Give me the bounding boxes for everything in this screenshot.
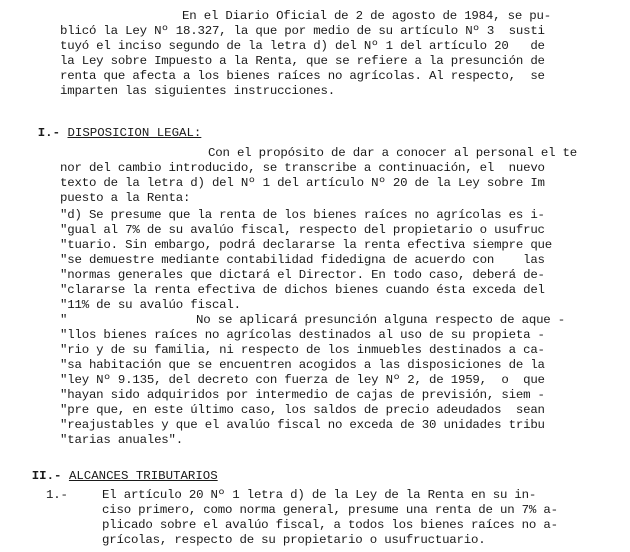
quote-line: "sa habitación que se encuentren acogidos a las disposiciones de la bbox=[60, 358, 545, 372]
quote-line: "reajustables y que el avalúo fiscal no exceda de 30 unidades tribu bbox=[60, 418, 545, 432]
item-line: ciso primero, como norma general, presume una renta de un 7% a- bbox=[102, 503, 558, 517]
quote-line: "gual al 7% de su avalúo fiscal, respecto del propietario o usufruc bbox=[60, 223, 545, 237]
intro-line: imparten las siguientes instrucciones. bbox=[60, 84, 335, 98]
intro-line: blicó la Ley Nº 18.327, la que por medio de su artículo Nº 3 susti bbox=[60, 24, 545, 38]
quote-line: "ley Nº 9.135, del decreto con fuerza de ley Nº 2, de 1959, o que bbox=[60, 373, 545, 387]
section-number: I.- bbox=[37, 126, 61, 140]
item-line: El artículo 20 Nº 1 letra d) de la Ley de la Renta en su in- bbox=[102, 488, 537, 502]
quote-line: "d) Se presume que la renta de los bienes raíces no agrícolas es i- bbox=[60, 208, 545, 222]
quote-line: "pre que, en este último caso, los saldos de precio adeudados sean bbox=[60, 403, 545, 417]
quote-line: "tuario. Sin embargo, podrá declararse la renta efectiva siempre que bbox=[60, 238, 553, 252]
section-title: DISPOSICION LEGAL: bbox=[67, 126, 202, 140]
quote-line: "clararse la renta efectiva de dichos bienes cuando ésta exceda del bbox=[60, 283, 545, 297]
paragraph-line: Con el propósito de dar a conocer al personal el te bbox=[208, 146, 578, 160]
quote-line: "hayan sido adquiridos por intermedio de cajas de previsión, siem - bbox=[60, 388, 545, 402]
quote-line: "tarias anuales". bbox=[60, 433, 184, 447]
quote-line: No se aplicará presunción alguna respecto de aque - bbox=[196, 313, 566, 327]
section-title: ALCANCES TRIBUTARIOS bbox=[68, 469, 218, 483]
quote-line: "se demuestre mediante contabilidad fidedigna de acuerdo con las bbox=[60, 253, 545, 267]
quote-mark: " bbox=[60, 313, 68, 327]
paragraph-line: nor del cambio introducido, se transcribe a continuación, el nuevo bbox=[60, 161, 545, 175]
section-heading bbox=[8, 111, 201, 156]
paragraph-line: puesto a la Renta: bbox=[60, 191, 191, 205]
item-line: grícolas, respecto de su propietario o usufructuario. bbox=[102, 533, 486, 547]
paragraph-line: texto de la letra d) del Nº 1 del artículo Nº 20 de la Ley sobre Im bbox=[60, 176, 545, 190]
item-line: plicado sobre el avalúo fiscal, a todos los bienes raíces no a- bbox=[102, 518, 558, 532]
quote-line: "normas generales que dictará el Director. En todo caso, deberá de- bbox=[60, 268, 545, 282]
quote-line: "rio y de su familia, ni respecto de los inmuebles destinados a ca- bbox=[60, 343, 545, 357]
quote-line: "11% de su avalúo fiscal. bbox=[60, 298, 241, 312]
section-number: II.- bbox=[31, 469, 62, 483]
intro-line: la Ley sobre Impuesto a la Renta, que se refiere a la presunción de bbox=[60, 54, 545, 68]
item-number: 1.- bbox=[46, 488, 68, 502]
intro-line: En el Diario Oficial de 2 de agosto de 1984, se pu- bbox=[182, 9, 552, 23]
quote-line: "llos bienes raíces no agrícolas destinados al uso de su propieta - bbox=[60, 328, 545, 342]
intro-line: renta que afecta a los bienes raíces no agrícolas. Al respecto, se bbox=[60, 69, 545, 83]
intro-line: tuyó el inciso segundo de la letra d) del Nº 1 del artículo 20 de bbox=[60, 39, 545, 53]
